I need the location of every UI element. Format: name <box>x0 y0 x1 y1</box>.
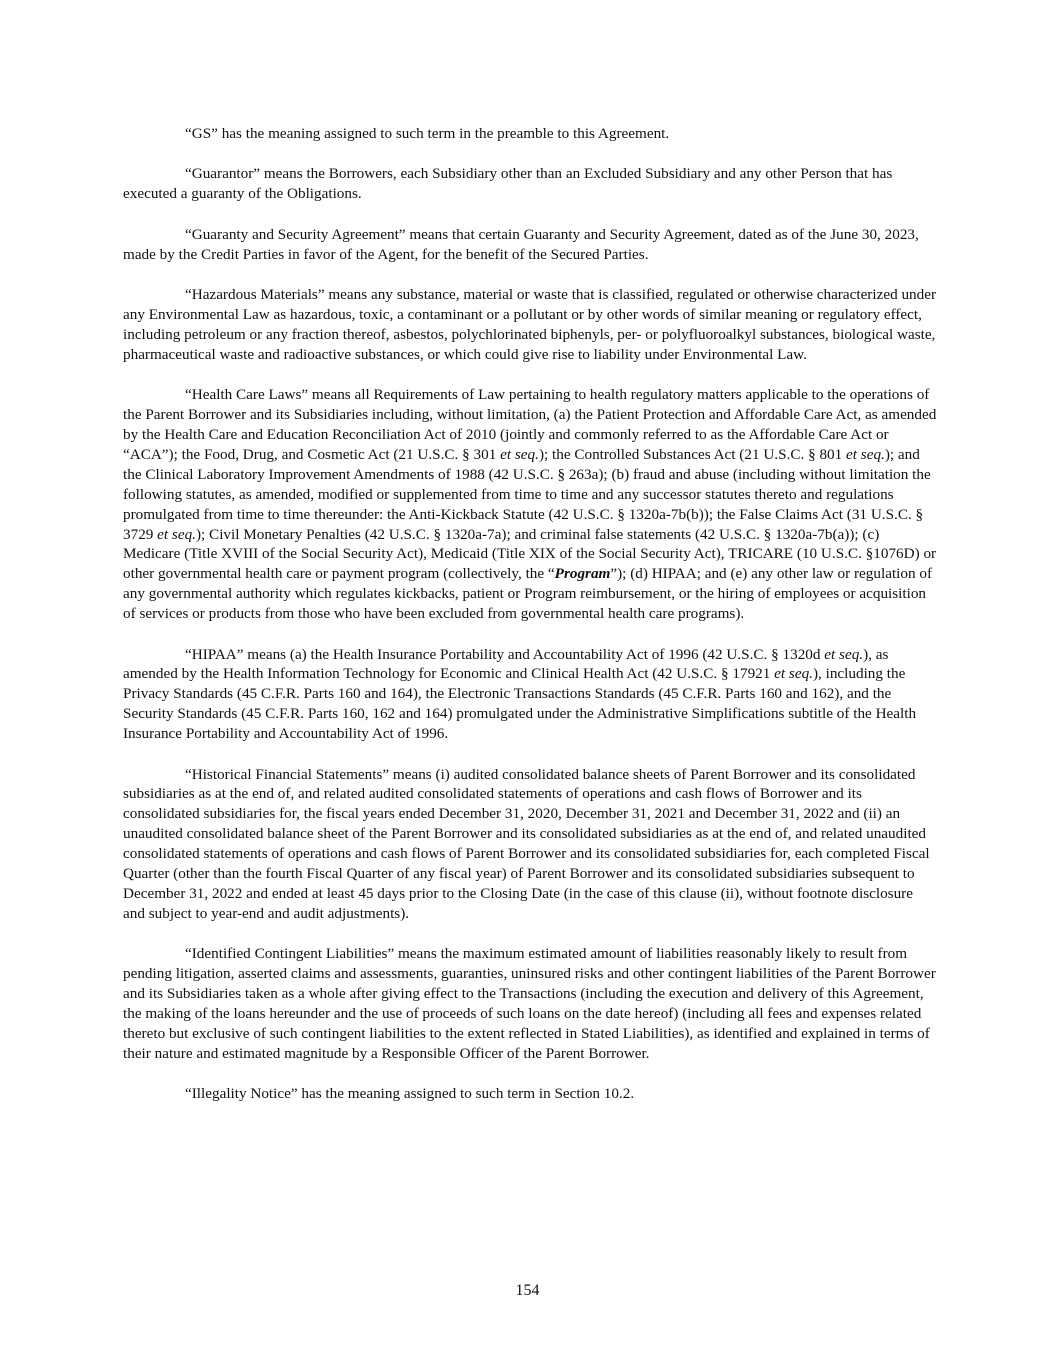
definition-paragraph-historical-financial-statements <box>123 765 937 924</box>
document-page-body <box>123 124 937 1125</box>
definition-text: et seq. <box>157 525 196 543</box>
definition-text: “Guarantor” means the Borrowers, each Subsidiary other than an Excluded Subsidiary and any other Person that has executed a guaranty of the Obligations. <box>123 165 893 203</box>
definition-text: Program <box>554 565 611 583</box>
definition-text: “Identified Contingent Liabilities” means the maximum estimated amount of liabilities reasonably likely to result from pending litigation, asserted claims and assessments, guaranties, uninsured risks and other contingent liabilities of the Parent Borrower and its Subsidiaries taken as a whole after giving effect to the Transactions (including the execution and delivery of this Agreement, the making of the loans hereunder and the use of proceeds of such loans on the date hereof) (including all fees and expenses related thereto but exclusive of such contingent liabilities to the extent reflected in Stated Liabilities), as identified and explained in terms of their nature and estimated magnitude by a Responsible Officer of the Parent Borrower. <box>123 945 936 1062</box>
definition-text: “Health Care Laws” means all Requirements of Law pertaining to health regulatory matters applicable to the operations of the Parent Borrower and its Subsidiaries including, without limitation, (a) the Patient Protection and Affordable Care Act, as amended by the Health Care and Education Reconciliation Act of 2010 (jointly and commonly referred to as the Affordable Care Act or “ACA”); the Food, Drug, and Cosmetic Act (21 U.S.C. § 301 <box>123 386 937 463</box>
definition-text: ); and the Clinical Laboratory Improvement Amendments of 1988 (42 U.S.C. § 263a); (b) fraud and abuse (including without limitation the following statutes, as amended, modified or supplemented from time to time and any successor statutes thereto and regulations promulgated from time to time thereunder: the Anti-Kickback Statute (42 U.S.C. § 1320a-7b(b)); the False Claims Act (31 U.S.C. § 3729 <box>123 445 931 543</box>
definition-text: “Hazardous Materials” means any substance, material or waste that is classified, regulated or otherwise characterized under any Environmental Law as hazardous, toxic, a contaminant or a pollutant or by other words of similar meaning or regulatory effect, including petroleum or any fraction thereof, asbestos, polychlorinated biphenyls, per- or polyfluoroalkyl substances, biological waste, pharmaceutical waste and radioactive substances, or which could give rise to liability under Environmental Law. <box>123 286 937 363</box>
definition-text: et seq. <box>774 665 813 683</box>
definition-paragraph-guarantor <box>123 164 937 204</box>
definition-paragraph-health-care-laws <box>123 385 937 624</box>
definition-text: “GS” has the meaning assigned to such term in the preamble to this Agreement. <box>185 125 670 142</box>
definition-text: ), as amended by the Health Information Technology for Economic and Clinical Health Act (42 U.S.C. § 17921 <box>123 645 889 683</box>
definition-text: ”); (d) HIPAA; and (e) any other law or regulation of any governmental authority which regulates kickbacks, patient or Program reimbursement, or the hiring of employees or acquisition of services or products from those who have been excluded from governmental health care programs). <box>123 565 933 623</box>
page-number: 154 <box>515 1282 540 1299</box>
definition-text: et seq. <box>846 445 885 463</box>
definition-text: “Historical Financial Statements” means (i) audited consolidated balance sheets of Parent Borrower and its consolidated subsidiaries as at the end of, and related audited consolidated statements of operations and cash flows of Borrower and its consolidated subsidiaries for, the fiscal years ended December 31, 2020, December 31, 2021 and December 31, 2022 and (ii) an unaudited consolidated balance sheet of the Parent Borrower and its consolidated subsidiaries as at the end of, and related unaudited consolidated statements of operations and cash flows of Parent Borrower and its consolidated subsidiaries for, each completed Fiscal Quarter (other than the fourth Fiscal Quarter of any fiscal year) of Parent Borrower and its consolidated subsidiaries subsequent to December 31, 2022 and ended at least 45 days prior to the Closing Date (in the case of this clause (ii), without footnote disclosure and subject to year-end and audit adjustments). <box>123 765 930 922</box>
definition-text: “Guaranty and Security Agreement” means that certain Guaranty and Security Agreement, dated as of the June 30, 2023, made by the Credit Parties in favor of the Agent, for the benefit of the Secured Parties. <box>123 225 919 263</box>
definition-paragraph-identified-contingent-liabilities <box>123 944 937 1063</box>
definition-paragraph-gs <box>123 124 937 144</box>
definition-text: ); Civil Monetary Penalties (42 U.S.C. § 1320a-7a); and criminal false statements (42 U.S.C. § 1320a-7b(a)); (c) Medicare (Title XVIII of the Social Security Act), Medicaid (Title XIX of the Social Security Act), TRICARE (10 U.S.C. §1076D) or other governmental health care or payment program (collectively, the “ <box>123 525 937 583</box>
definition-text: et seq. <box>500 445 539 463</box>
definition-paragraph-guaranty-and-security-agreement <box>123 225 937 265</box>
definition-text: “Illegality Notice” has the meaning assigned to such term in Section 10.2. <box>185 1085 635 1103</box>
definition-text: ); the Controlled Substances Act (21 U.S.C. § 801 <box>538 445 847 463</box>
definition-paragraph-hazardous-materials <box>123 285 937 365</box>
definition-paragraph-illegality-notice <box>123 1084 937 1104</box>
definition-text: et seq. <box>824 645 864 663</box>
definition-text: “HIPAA” means (a) the Health Insurance Portability and Accountability Act of 1996 (42 U.S.C. § 1320d <box>185 645 825 663</box>
definition-paragraph-hipaa <box>123 645 937 745</box>
definition-text: ), including the Privacy Standards (45 C.F.R. Parts 160 and 164), the Electronic Transactions Standards (45 C.F.R. Parts 160 and 162), and the Security Standards (45 C.F.R. Parts 160, 162 and 164) promulgated under the Administrative Simplifications subtitle of the Health Insurance Portability and Accountability Act of 1996. <box>123 665 917 743</box>
